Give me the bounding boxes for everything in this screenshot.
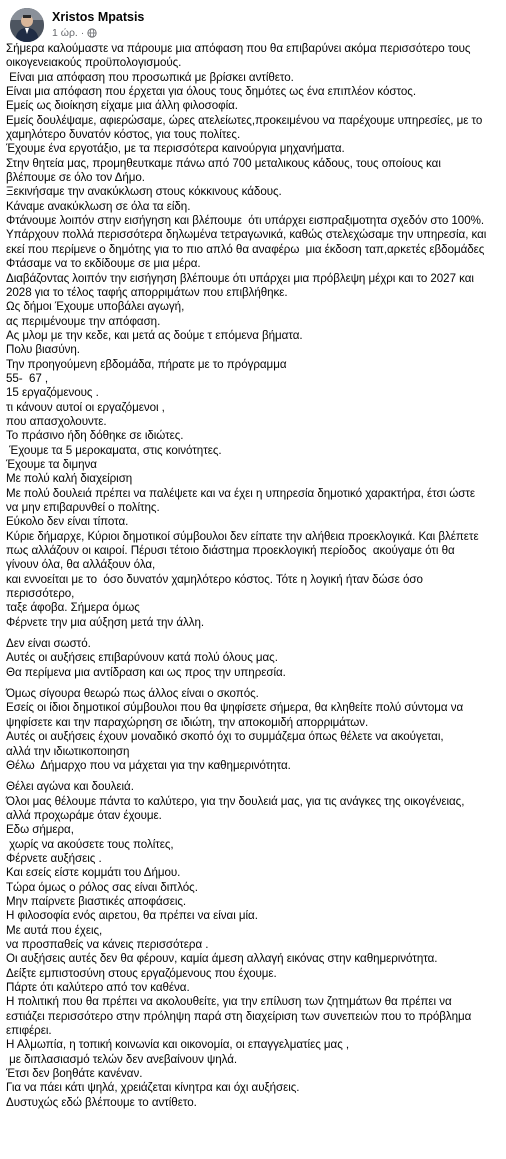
post-meta [52,27,97,39]
post-text-line: Υπάρχουν πολλά περισσότερα δηλωμένα τετραγωνικά, καθώς στελεχώσαμε την υπηρεσία, και [6,228,487,242]
post-text-line: Έχουμε τα διμηνα [6,457,97,471]
post-text-line: Ας μλομ με την κεδε, και μετά ας δούμε τ επόμενα βήματα. [6,328,303,342]
post-text-line: Αυτές οι αυξήσεις επιβαρύνουν κατά πολύ όλους μας. [6,651,278,665]
post-text-line: Μην παίρνετε βιαστικές αποφάσεις. [6,894,187,908]
meta-separator: · [80,27,85,39]
post-text-line: Θα περίμενα μια αντίδραση και ως προς την υπηρεσία. [6,665,286,679]
post-text-line: περισσότερο, [6,587,75,601]
post-text-line: αλλά την ιδιωτικοποιηση [6,744,130,758]
post-text-line: Δυστυχώς εδώ βλέπουμε το αντίθετο. [6,1095,197,1109]
post-text-line: Και εσείς είστε κομμάτι του Δήμου. [6,866,181,880]
paragraph-gap [6,773,501,780]
post-text-line: με διπλασιασμό τελών δεν ανεβαίνουν ψηλά. [6,1052,238,1066]
post-text-line: Το πράσινο ήδη δόθηκε σε ιδιώτες. [6,429,184,443]
post-text-line: Οι αυξήσεις αυτές δεν θα φέρουν, καμία άμεση αλλαγή εικόνας στην καθημερινότητα. [6,952,438,966]
post-text-line: Θέλω Δήμαρχο που να μάχεται για την καθημερινότητα. [6,758,291,772]
post-text-line: επιφέρει. [6,1024,52,1038]
post-text-line: Κάναμε ανακύκλωση σε όλα τα είδη. [6,199,191,213]
post-text-line: 2028 για το τέλος ταφής απορριμάτων που επιβλήθηκε. [6,285,288,299]
post-text-line: Είναι μια απόφαση που έρχεται για όλους τους δημότες ως ένα επιπλέον κόστος. [6,85,416,99]
post-text-line: τι κάνουν αυτοί οι εργαζόμενοι , [6,400,165,414]
post-text-line: να προσπαθείς να κάνεις περισσότερα . [6,937,209,951]
author-name[interactable]: Xristos Mpatsis [52,10,145,24]
post-text-line: Αυτές οι αυξήσεις έχουν μοναδικό σκοπό όχι το συμμάζεμα όπως θέλετε να ακούγεται, [6,730,444,744]
post-text-line: Έχουμε ένα εργοτάξιο, με τα περισσότερα καινούργια μηχανήματα. [6,142,345,156]
post-text-line: Τώρα όμως ο ρόλος σας είναι διπλός. [6,880,198,894]
post-text-line: Για να πάει κάτι ψηλά, χρειάζεται κίνητρα και όχι αυξήσεις. [6,1081,300,1095]
post-text-line: Εύκολο δεν είναι τίποτα. [6,515,129,529]
post-text-line: Πάρτε ότι καλύτερο από τον καθένα. [6,981,190,994]
post-text-line: Με πολύ καλή διαχείριση [6,472,133,486]
post-text-line: Κύριε δήμαρχε, Κύριοι δημοτικοί σύμβουλοι δεν είπατε την αλήθεια προεκλογικά. Και βλέπετε [6,529,479,543]
post-text-line: 55- 67 , [6,371,49,385]
post-text-line: χαμηλότερο δυνατόν κόστος, για τους πολίτες. [6,128,241,142]
post-text-line: να μην επιβαρυνθεί ο πολίτης. [6,501,160,514]
post-text-line: ψηφίσετε και την παραχώρηση σε ιδιώτη, την αποκομιδή απορριμάτων. [6,715,369,729]
post-text-line: πως αλλάζουν οι καιροί. Πέρυσι τέτοιο διάστημα προεκλογική περίοδος ακούγαμε ότι θα [6,544,455,558]
post-text-line: Εμείς ως διοίκηση είχαμε μια άλλη φιλοσοφία. [6,99,238,113]
paragraph-gap [6,680,501,687]
post-text-line: Έχουμε τα 5 μεροκαματα, στις κοινότητες. [6,443,222,457]
post-text-line: Πολυ βιασύνη. [6,343,80,357]
post-text-line: 15 εργαζόμενους . [6,386,99,400]
post-text-line: Ως δήμοι Έχουμε υποβάλει αγωγή, [6,300,185,314]
post-text-line: βλέπουμε σε όλο τον Δήμο. [6,171,145,185]
post-text-line: Είναι μια απόφαση που προσωπικά με βρίσκει αντίθετο. [6,70,294,84]
avatar[interactable] [10,8,44,42]
post-text-line: γίνουν όλα, θα αλλάξουν όλα, [6,558,156,572]
post-text-line: Δεν είναι σωστό. [6,637,91,651]
post-text-line: αλλά προχωράμε όταν έχουμε. [6,808,162,822]
post-paragraph [6,687,501,773]
post-text-line: Η πολιτική που θα πρέπει να ακολουθείτε, για την επίλυση των ζητημάτων θα πρέπει να [6,995,452,1009]
paragraph-gap [6,630,501,637]
post-paragraph [6,637,501,680]
post-text-line: Η φιλοσοφία ενός αιρετου, θα πρέπει να είναι μία. [6,909,258,923]
post-text-line: Φέρνετε αυξήσεις . [6,851,102,865]
post-header [10,8,500,42]
post-paragraph [6,780,501,1110]
post-text-line: χωρίς να ακούσετε τους πολίτες, [6,837,174,851]
post-text-line: Έτσι δεν βοηθάτε κανέναν. [6,1067,143,1081]
post-body [6,42,501,1110]
post-text-line: Ξεκινήσαμε την ανακύκλωση στους κόκκινους κάδους. [6,185,282,199]
post-text-line: Στην θητεία μας, προμηθευτκαμε πάνω από 700 μεταλικους κάδους, τους οποίους και [6,156,441,170]
post-text-line: Όλοι μας θέλουμε πάντα το καλύτερο, για την δουλειά μας, για τις ανάγκες της οικογένειας, [6,794,465,808]
post-text-line: Φτάσαμε να το εκδίδουμε σε μια μέρα. [6,257,201,271]
post-text-line: Διαβάζοντας λοιπόν την εισήγηση βλέπουμε ότι υπάρχει μια πρόβλεψη μέχρι και το 2027 και [6,271,474,285]
post-text-line: Εμείς δουλέψαμε, αφιερώσαμε, ώρες ατελείωτες,προκειμένου να παρέχουμε υπηρεσίες, με το [6,113,483,127]
post-text-line: Με πολύ δουλειά πρέπει να παλέψετε και να έχει η υπηρεσία δημοτικό χαρακτήρα, έτσι ώστε [6,486,476,500]
profile-photo-icon [10,8,44,42]
post-text-line: Εσείς οι ίδιοι δημοτικοί σύμβουλοι που θα ψηφίσετε σήμερα, θα κληθείτε πολύ σύντομα να [6,701,464,715]
post-text-line: Θέλει αγώνα και δουλειά. [6,780,134,794]
post-text-line: οικογενειακούς προϋπολογισμούς. [6,56,182,70]
globe-icon[interactable] [87,28,97,38]
post-text-line: Εδω σήμερα, [6,823,74,837]
post-text-line: ταξε άφοβα. Σήμερα όμως [6,601,140,615]
post-text-line: Φτάνουμε λοιπόν στην εισήγηση και βλέπουμε ότι υπάρχει εισπραξιμοτητα σχεδόν στο 100%. [6,214,485,228]
post-text-line: Με αυτά που έχεις, [6,923,103,937]
post-text-line: και εννοείται με το όσο δυνατόν χαμηλότερο κόστος. Τότε η λογική ήταν δώσε όσο [6,572,423,586]
post-text-line: εκεί που περίμενε ο δημότης για το πιο απλό θα αναφέρω μια έκδοση ταπ,αρκετές εβδομάδες [6,242,485,256]
post-text-line: Όμως σίγουρα θεωρώ πως άλλος είναι ο σκοπός. [6,687,259,701]
post-text-line: Η Αλμωπία, η τοπική κοινωνία και οικονομία, οι επαγγελματίες μας , [6,1038,350,1052]
post-text-line: Σήμερα καλούμαστε να πάρουμε μια απόφαση που θα επιβαρύνει ακόμα περισσότερο τους [6,42,471,55]
post-text-line: Φέρνετε την μια αύξηση μετά την άλλη. [6,615,205,629]
post-time[interactable]: 1 ώρ. [52,27,78,39]
post-text-line: ας περιμένουμε την απόφαση. [6,314,161,328]
post-text-line: που απασχολουντε. [6,414,107,428]
post-text-line: εστιάζει περισσότερο στην πρόληψη παρά στη διαχείριση των συνεπειών που το πρόβλημα [6,1009,472,1023]
post-paragraph [6,42,501,630]
post-text-line: Την προηγούμενη εβδομάδα, πήρατε με το πρόγραμμα [6,357,287,371]
post-text-line: Δείξτε εμπιστοσύνη στους εργαζόμενους που έχουμε. [6,966,277,980]
